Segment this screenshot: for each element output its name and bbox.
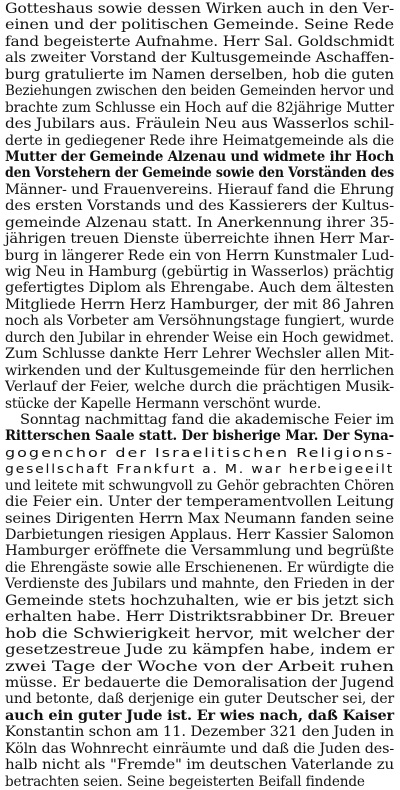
text-line: Beziehungen zwischen den beiden Gemeinden hervor und xyxy=(5,83,394,100)
text-line: Köln das Wohnrecht einräumte und daß die Juden des- xyxy=(5,740,395,757)
text-line: Sonntag nachmittag fand die akademische Feier im xyxy=(20,411,395,428)
text-line: Konstantin schon am 11. Dezember 321 den Juden in xyxy=(5,724,394,741)
text-line: Ritterschen Saale statt. Der bisherige Mar. Der Syna- xyxy=(5,428,394,445)
text-line: einen und der politischen Gemeinde. Seine Rede xyxy=(5,17,394,34)
text-line: auch ein guter Jude ist. Er wies nach, daß Kaiser xyxy=(5,707,395,724)
text-line: den Vorstehern der Gemeinde sowie den Vorständen des xyxy=(5,165,395,182)
text-line: zwei Tage der Woche von der Arbeit ruhen xyxy=(5,658,395,675)
text-line: seines Dirigenten Herrn Max Neumann fanden seine xyxy=(5,510,394,527)
text-line: die Ehrengäste sowie alle Erschienenen. Er würdigte die xyxy=(5,559,395,576)
text-line: noch als Vorbeter am Versöhnungstage fungiert, wurde xyxy=(5,313,395,330)
text-line: derte in gediegener Rede ihre Heimatgemeinde als die xyxy=(5,132,395,149)
text-line: Darbietungen riesigen Applaus. Herr Kassier Salomon xyxy=(5,527,394,543)
text-line: erhalten habe. Herr Distriktsrabbiner Dr. Breuer xyxy=(5,609,394,626)
text-line: Verlauf der Feier, welche durch die prächtigen Musik- xyxy=(5,379,395,396)
text-line: gesetzestreue Jude zu kämpfen habe, indem er xyxy=(5,642,394,659)
text-line: die Feier ein. Unter der temperamentvollen Leitung xyxy=(5,494,395,511)
text-line: durch den Jubilar in ehrender Weise ein Hoch gewidmet. xyxy=(5,329,395,346)
text-line: fand begeisterte Aufnahme. Herr Sal. Goldschmidt xyxy=(5,33,394,50)
text-line: gesellschaft Frankfurt a. M. war herbeigeeilt xyxy=(5,461,395,477)
text-line: Mitgliede Herrn Herz Hamburger, der mit 86 Jahren xyxy=(5,296,394,313)
text-line: gogenchor der Israelitischen Religions- xyxy=(5,444,394,460)
text-line: Zum Schlusse dankte Herr Lehrer Wechsler allen Mit- xyxy=(5,346,395,363)
text-line: Mutter der Gemeinde Alzenau und widmete ihr Hoch xyxy=(5,148,394,165)
text-line: jährigen treuen Dienste überreichte ihnen Herr Mar- xyxy=(5,231,395,248)
text-line: Hamburger eröffnete die Versammlung und begrüßte xyxy=(5,543,394,560)
text-line: müsse. Er bedauerte die Demoralisation der Jugend xyxy=(5,674,395,691)
text-line: betrachten seien. Seine begeisterten Beifall findende xyxy=(5,773,365,790)
text-line: des ersten Vorstands und des Kassierers der Kultus- xyxy=(5,198,394,215)
text-line: hob die Schwierigkeit hervor, mit welcher der xyxy=(5,625,395,642)
text-line: Männer- und Frauenvereins. Hierauf fand die Ehrung xyxy=(5,181,395,198)
text-line: gefertigtes Diplom als Ehrengabe. Auch dem ältesten xyxy=(5,280,395,297)
text-line: burg gratulierte im Namen derselben, hob die guten xyxy=(5,66,394,83)
text-line: als zweiter Vorstand der Kultusgemeinde Aschaffen- xyxy=(5,50,395,67)
text-line: Verdienste des Jubilars und mahnte, den Frieden in der xyxy=(5,576,394,593)
text-line: halb nicht als "Fremde" im deutschen Vaterlande zu xyxy=(5,757,394,774)
text-line: gemeinde Alzenau statt. In Anerkennung ihrer 35- xyxy=(5,214,395,231)
text-line: und betonte, daß derjenige ein guter Deutscher sei, der xyxy=(5,691,395,708)
text-line: burg in längerer Rede ein von Herrn Kunstmaler Lud- xyxy=(5,247,395,264)
text-line: Gotteshaus sowie dessen Wirken auch in den Ver- xyxy=(5,1,395,17)
text-line: des Jubilars aus. Fräulein Neu aus Wasserlos schil- xyxy=(5,116,395,133)
text-line: wirkenden und der Kultusgemeinde für den herrlichen xyxy=(5,362,395,379)
text-line: brachte zum Schlusse ein Hoch auf die 82jährige Mutter xyxy=(5,99,394,116)
text-line: und leitete mit schwungvoll zu Gehör gebrachten Chören xyxy=(5,477,395,494)
text-line: Gemeinde stets hochzuhalten, wie er bis jetzt sich xyxy=(5,592,394,609)
text-line: wig Neu in Hamburg (gebürtig in Wasserlos) prächtig xyxy=(5,264,394,280)
text-line: stücke der Kapelle Hermann verschönt wurde. xyxy=(5,395,322,412)
